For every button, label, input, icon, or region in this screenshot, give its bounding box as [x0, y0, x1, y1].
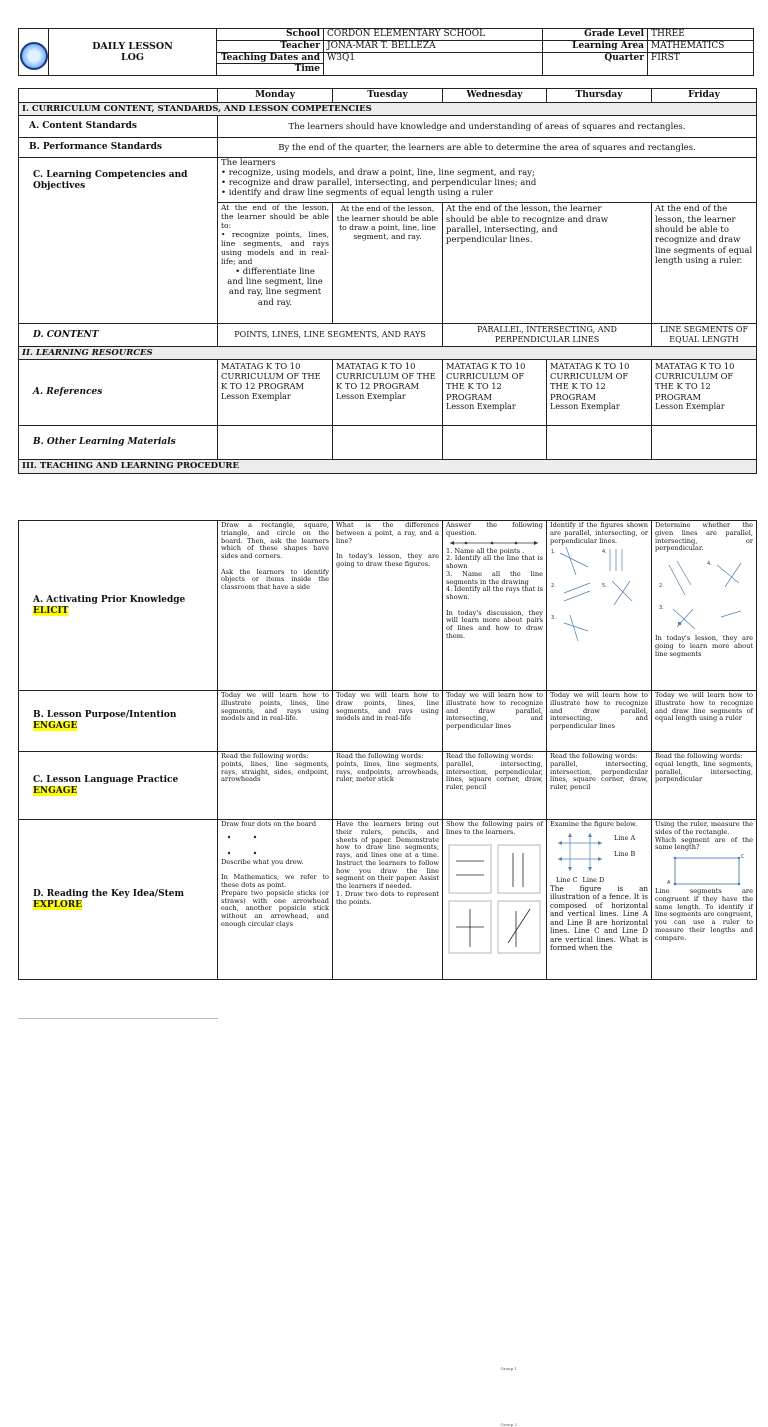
section-procedure: III. TEACHING AND LEARNING PROCEDURE [19, 460, 757, 473]
keyidea-thursday-text: The figure is an illustration of a fence. It is composed of horizontal and vertical lines. Line A and Line B are horizontal lines. Line C and Line D are vertical lines. What is formed when the [550, 883, 648, 953]
prior-thursday-text: Identify if the figures shown are parallel, intersecting, or perpendicular lines. [550, 521, 648, 545]
content-standards-text: The learners should have knowledge and understanding of areas of squares and rectangles. [218, 116, 757, 138]
svg-text:5.: 5. [602, 583, 607, 590]
performance-standards-text: By the end of the quarter, the learners are able to determine the area of squares and rectangles. [218, 138, 757, 158]
language-monday: Read the following words: points, lines, line segments, rays, straight, sides, endpoint, arrowheads [218, 752, 333, 820]
references-tuesday [333, 360, 443, 426]
line-pairs-diagram [446, 837, 544, 957]
svg-text:A: A [667, 880, 671, 887]
deped-seal-logo [20, 42, 48, 70]
header-table [18, 28, 754, 76]
svg-text:2.: 2. [551, 583, 556, 590]
language-tag: ENGAGE [33, 785, 78, 796]
prior-friday-closing: In today's lesson, they are going to learn more about line segments [655, 634, 753, 658]
quarter-value: FIRST [648, 52, 754, 76]
grade-value: THREE [648, 29, 754, 41]
section-resources: II. LEARNING RESOURCES [19, 346, 757, 359]
school-label: School [217, 29, 324, 41]
prior-knowledge-title: A. Activating Prior Knowledge [33, 594, 186, 605]
prior-thursday [547, 521, 652, 691]
content-label: D. CONTENT [19, 324, 218, 347]
competencies-monday-b: • differentiate line and line segment, line and ray, line segment and ray. [227, 267, 323, 308]
line-d-caption: Line D [582, 875, 605, 884]
teacher-label: Teacher [217, 40, 324, 52]
prior-monday: Draw a rectangle, square, triangle, and circle on the board. Then, ask the learners which of these shapes have sides and corners. Ask the learners to identify objects or items inside the classroom that have a side [218, 521, 333, 691]
keyidea-title: D. Reading the Key Idea/Stem [33, 888, 184, 899]
competencies-monday-a: At the end of the lesson, the learner should be able to: • recognize points, lines, line segments, and rays using models and in real-life; and [221, 203, 329, 267]
references-friday-text: MATATAG K TO 10 CURRICULUM OF THE K TO 12 PROGRAM [655, 361, 735, 402]
references-thursday-exemplar: Lesson Exemplar [550, 401, 620, 411]
other-materials-label: B. Other Learning Materials [19, 426, 218, 460]
svg-text:1.: 1. [551, 549, 556, 556]
references-monday-text: MATATAG K TO 10 CURRICULUM OF THE K TO 12 PROGRAM [221, 361, 321, 392]
day-thursday: Thursday [547, 89, 652, 103]
keyidea-friday-question: Using the ruler, measure the sides of the rectangle. Which segment are of the same length? [655, 820, 753, 852]
page-footer-line [18, 1018, 218, 1019]
dll-title-line1: DAILY LESSON [92, 40, 173, 52]
competencies-label: C. Learning Competencies and Objectives [19, 158, 218, 324]
keyidea-wednesday: Show the following pairs of lines to the learners. Group 1 Group 2 [443, 820, 547, 980]
language-friday: Read the following words: equal length, line segments, parallel, intersecting, perpendicular [652, 752, 757, 820]
content-standards-label: A. Content Standards [19, 116, 218, 138]
day-tuesday: Tuesday [333, 89, 443, 103]
keyidea-monday-text: Describe what you drew. In Mathematics, we refer to these dots as point. Prepare two popsicle sticks (or straws) with one arrowhead each, another popsicle stick without an arrowhead, and enough circular clays [221, 857, 329, 928]
keyidea-friday-text: Line segments are congruent if they have the same length. To identify if line segments are congruent, you can use a ruler to measure their lengths and compare. [655, 887, 754, 942]
prior-knowledge-label [19, 521, 218, 691]
other-materials-friday [652, 426, 757, 460]
references-monday [218, 360, 333, 426]
other-materials-wednesday [443, 426, 547, 460]
prior-tuesday: What is the difference between a point, a ray, and a line? In today's lesson, they are going to draw these figures. [333, 521, 443, 691]
prior-friday-text: Determine whether the given lines are parallel, intersecting, or perpendicular. [655, 521, 753, 553]
friday-lines-diagram [655, 553, 753, 635]
prior-wednesday [443, 521, 547, 691]
keyidea-thursday-intro: Examine the figure below. [550, 820, 638, 828]
keyidea-label [19, 820, 218, 980]
keyidea-monday [218, 820, 333, 980]
content-wed-thu: PARALLEL, INTERSECTING, AND PERPENDICULAR LINES [443, 324, 652, 347]
purpose-thursday: Today we will learn how to illustrate how to recognize and draw parallel, intersecting, and perpendicular lines [547, 691, 652, 752]
purpose-label [19, 691, 218, 752]
svg-text:4.: 4. [707, 561, 712, 568]
dates-label-1: Teaching Dates and [220, 52, 320, 63]
day-monday: Monday [218, 89, 333, 103]
blank-corner [19, 89, 218, 103]
performance-standards-label: B. Performance Standards [19, 138, 218, 158]
other-materials-tuesday [333, 426, 443, 460]
keyidea-friday [652, 820, 757, 980]
purpose-tuesday: Today we will learn how to draw points, lines, line segments, and rays using models and in real-life [333, 691, 443, 752]
line-a-caption: Line A [614, 833, 636, 842]
competencies-general: The learners • recognize, using models, and draw a point, line, line segment, and ray; • recognize and draw parallel, intersecting, and perpendicular lines; and • identify and draw line segments of equal length using a ruler [218, 158, 757, 203]
grade-label: Grade Level [543, 29, 648, 41]
svg-text:2.: 2. [659, 583, 664, 590]
fence-diagram [550, 829, 648, 877]
language-title: C. Lesson Language Practice [33, 774, 179, 785]
lines-figures-diagram [550, 545, 648, 645]
references-tuesday-exemplar: Lesson Exemplar [336, 391, 406, 401]
references-label: A. References [19, 360, 218, 426]
keyidea-monday-intro: Draw four dots on the board [221, 820, 317, 828]
curriculum-table [18, 88, 757, 474]
competencies-wed-thu: At the end of the lesson, the learner should be able to recognize and draw parallel, intersecting, and perpendicular lines. [443, 203, 652, 324]
keyidea-wednesday-text: Show the following pairs of lines to the learners. [446, 820, 543, 836]
purpose-wednesday: Today we will learn how to illustrate how to recognize and draw parallel, intersecting, and perpendicular lines [443, 691, 547, 752]
dates-label [217, 52, 324, 64]
other-materials-thursday [547, 426, 652, 460]
competencies-monday [218, 203, 333, 324]
school-seal-cell [19, 29, 49, 76]
keyidea-tuesday: Have the learners bring out their rulers, pencils, and sheets of paper. Demonstrate how to draw line segments, rays, and lines one at a time. Instruct the learners to follow how you draw the line segment on their paper. Assist the learners if needed. 1. Draw two dots to represent the points. [333, 820, 443, 980]
keyidea-thursday [547, 820, 652, 980]
keyidea-tag: EXPLORE [33, 899, 83, 910]
references-monday-exemplar: Lesson Exemplar [221, 391, 291, 401]
references-thursday-text: MATATAG K TO 10 CURRICULUM OF THE K TO 12 PROGRAM [550, 361, 630, 402]
prior-knowledge-tag: ELICIT [33, 605, 69, 616]
school-value: CORDON ELEMENTARY SCHOOL [324, 29, 543, 41]
references-friday [652, 360, 757, 426]
svg-text:4.: 4. [602, 549, 607, 556]
svg-text:3.: 3. [659, 605, 664, 612]
line-b-caption: Line B [614, 849, 636, 858]
references-wednesday-exemplar: Lesson Exemplar [446, 401, 516, 411]
dll-title [49, 29, 217, 76]
procedure-table [18, 520, 757, 1427]
references-tuesday-text: MATATAG K TO 10 CURRICULUM OF THE K TO 12 PROGRAM [336, 361, 436, 392]
dates-label-2: Time [217, 64, 324, 76]
svg-text:3.: 3. [551, 615, 556, 622]
line-c-caption: Line C [556, 875, 578, 884]
prior-friday [652, 521, 757, 691]
content-friday: LINE SEGMENTS OF EQUAL LENGTH [652, 324, 757, 347]
four-dots-diagram [221, 829, 321, 859]
dates-value: W3Q1 [324, 52, 543, 76]
references-wednesday [443, 360, 547, 426]
other-materials-monday [218, 426, 333, 460]
area-label: Learning Area [543, 40, 648, 52]
rectangle-diagram [655, 852, 753, 888]
dll-title-line2: LOG [120, 52, 145, 64]
content-mon-tue: POINTS, LINES, LINE SEGMENTS, AND RAYS [218, 324, 443, 347]
references-friday-exemplar: Lesson Exemplar [655, 401, 725, 411]
competencies-tuesday: At the end of the lesson, the learner should be able to draw a point, line, line segment, and ray. [333, 203, 443, 324]
prior-wednesday-question: Answer the following question. [446, 521, 543, 537]
svg-text:C: C [741, 854, 745, 861]
language-label [19, 752, 218, 820]
references-thursday [547, 360, 652, 426]
purpose-friday: Today we will learn how to illustrate how to recognize and draw line segments of equal length using a ruler [652, 691, 757, 752]
section-curriculum: I. CURRICULUM CONTENT, STANDARDS, AND LESSON COMPETENCIES [19, 102, 757, 115]
purpose-tag: ENGAGE [33, 721, 78, 731]
teacher-value: JONA-MAR T. BELLEZA [324, 40, 543, 52]
language-thursday: Read the following words: parallel, intersecting, intersection, perpendicular lines, square corner, draw, ruler, pencil [547, 752, 652, 820]
day-friday: Friday [652, 89, 757, 103]
area-value: MATHEMATICS [648, 40, 754, 52]
purpose-monday: Today we will learn how to illustrate points, lines, line segments, and rays using models and in real-life. [218, 691, 333, 752]
references-wednesday-text: MATATAG K TO 10 CURRICULUM OF THE K TO 12 PROGRAM [446, 361, 526, 402]
prior-wednesday-items: 1. Name all the points . 2. Identify all the line that is shown 3. Name all the line segments in the drawing 4. Identify all the rays that is shown. In today's discussion, they will learn more about pairs of lines and how to draw them. [446, 546, 543, 640]
competencies-friday: At the end of the lesson, the learner should be able to recognize and draw line segments of equal length using a ruler. [652, 203, 757, 324]
day-wednesday: Wednesday [443, 89, 547, 103]
quarter-label: Quarter [543, 52, 648, 76]
language-tuesday: Read the following words: points, lines, line segments, rays, endpoints, arrowheads, ruler, meter stick [333, 752, 443, 820]
purpose-title: B. Lesson Purpose/Intention [33, 710, 177, 721]
language-wednesday: Read the following words: parallel, intersecting, intersection, perpendicular, lines, square corner, draw, ruler, pencil [443, 752, 547, 820]
